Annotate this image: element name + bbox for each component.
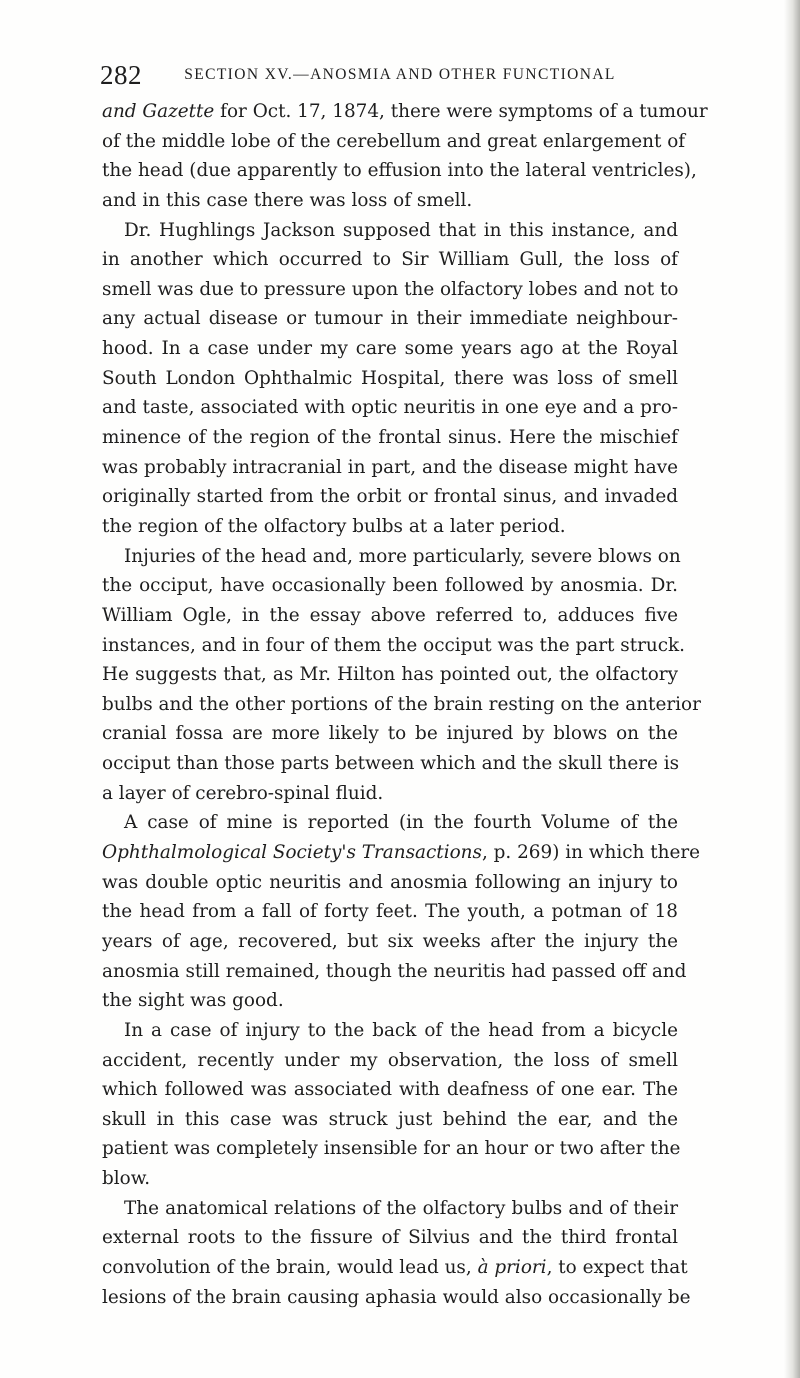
text-line [102, 97, 708, 127]
text-line: in another which occurred to Sir William Gull, the loss of [102, 249, 678, 271]
text-line: a layer of cerebro-spinal fluid. [102, 782, 384, 804]
text-italic: à priori [477, 1256, 547, 1278]
text-line: the region of the olfactory bulbs at a later period. [102, 515, 566, 537]
text-line [102, 1253, 688, 1283]
text-line: bulbs and the other portions of the brain resting on the anterior [102, 693, 701, 715]
text-line: occiput than those parts between which and the skull there is [102, 753, 680, 775]
page-header [100, 60, 700, 94]
text-line: any actual disease or tumour in their immediate neighbour- [102, 308, 678, 330]
text-line: patient was completely insensible for an hour or two after the [102, 1138, 681, 1160]
text-line: the head (due apparently to effusion into the lateral ventricles), [102, 160, 697, 182]
body-text [102, 97, 708, 1312]
text-line: was double optic neuritis and anosmia following an injury to [102, 871, 678, 893]
text-line: anosmia still remained, though the neuritis had passed off and [102, 960, 687, 982]
text-line: A case of mine is reported (in the fourth Volume of the [124, 812, 678, 834]
text-line: hood. In a case under my care some years ago at the Royal [102, 338, 678, 360]
text-italic: and Gazette [102, 101, 215, 122]
text-run: , p. 269) in which there [481, 842, 701, 864]
text-line: smell was due to pressure upon the olfactory lobes and not to [102, 278, 679, 300]
text-run: for Oct. 17, 1874, there were symptoms of a tumour [214, 101, 708, 122]
text-line: lesions of the brain causing aphasia would also occasionally be [102, 1286, 691, 1308]
text-line: Dr. Hughlings Jackson supposed that in this instance, and [124, 219, 678, 241]
text-line [102, 838, 701, 868]
text-line: was probably intracranial in part, and the disease might have [102, 456, 678, 478]
text-line: cranial fossa are more likely to be injured by blows on the [102, 723, 678, 745]
text-run: , to expect that [546, 1256, 688, 1278]
text-line: the sight was good. [102, 990, 284, 1012]
text-line: blow. [102, 1168, 151, 1190]
text-line: which followed was associated with deafness of one ear. The [102, 1079, 678, 1101]
text-line: accident, recently under my observation, the loss of smell [102, 1049, 678, 1071]
text-line: skull in this case was struck just behind the ear, and the [102, 1108, 678, 1130]
text-line: He suggests that, as Mr. Hilton has pointed out, the olfactory [102, 664, 678, 686]
text-line: South London Ophthalmic Hospital, there was loss of smell [102, 367, 678, 389]
text-line: Injuries of the head and, more particularly, severe blows on [124, 545, 681, 567]
text-line: originally started from the orbit or frontal sinus, and invaded [102, 486, 678, 508]
text-run: convolution of the brain, would lead us, [102, 1256, 478, 1278]
text-line: instances, and in four of them the occiput was the part struck. [102, 634, 686, 656]
text-line: and taste, associated with optic neuritis in one eye and a pro- [102, 397, 678, 419]
text-line: the occiput, have occasionally been followed by anosmia. Dr. [102, 575, 678, 597]
text-line: the head from a fall of forty feet. The youth, a potman of 18 [102, 901, 678, 923]
text-italic: Ophthalmological Society's Transactions [102, 842, 482, 864]
text-line: The anatomical relations of the olfactory bulbs and of their [124, 1197, 678, 1219]
text-line: of the middle lobe of the cerebellum and great enlargement of [102, 130, 686, 152]
text-line: years of age, recovered, but six weeks after the injury the [102, 930, 678, 952]
running-head: SECTION XV.—ANOSMIA AND OTHER FUNCTIONAL [184, 66, 616, 83]
page-number: 282 [100, 60, 142, 90]
page-edge-shadow [784, 0, 800, 1378]
text-line: and in this case there was loss of smell. [102, 189, 473, 211]
text-line: minence of the region of the frontal sinus. Here the mischief [102, 427, 678, 449]
text-line: William Ogle, in the essay above referred to, adduces five [102, 604, 678, 626]
text-line: In a case of injury to the back of the head from a bicycle [124, 1019, 678, 1041]
text-line: external roots to the fissure of Silvius and the third frontal [102, 1227, 678, 1249]
